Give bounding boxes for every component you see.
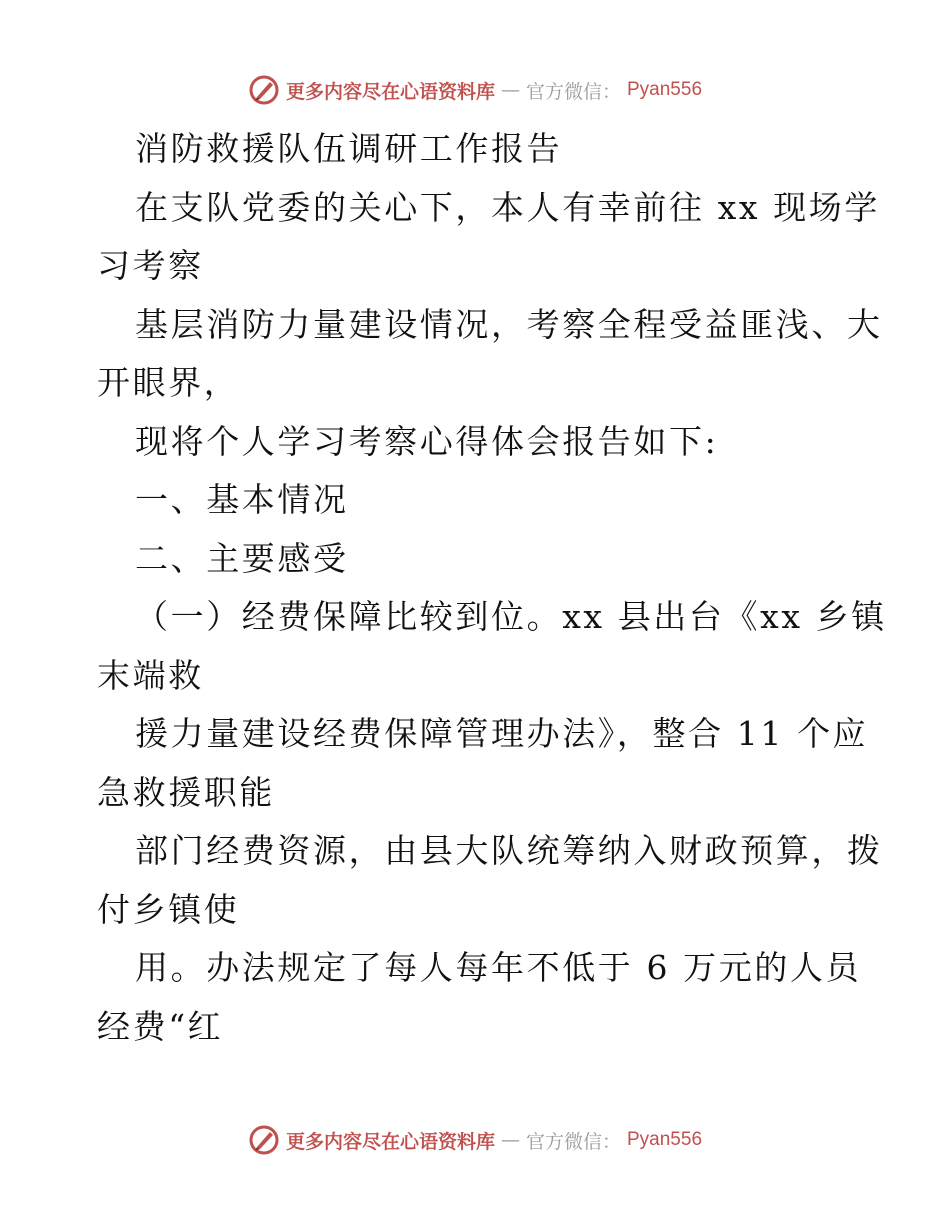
watermark-brand [248,74,702,106]
paragraph-line: 习考察 [97,246,204,285]
watermark-brand [248,1124,702,1156]
quill-pen-logo-icon [248,74,280,106]
header-watermark [0,70,950,110]
paragraph-line: 经费“红 [97,1006,224,1046]
paragraph-line: 末端救 [97,655,204,695]
paragraph-line: 援力量建设经费保障管理办法》，整合 11 个应 [135,714,869,753]
watermark-wechat-id: Pyan556 [627,1129,703,1150]
paragraph-line: 急救援职能 [97,772,275,812]
watermark-separator: — [500,1129,520,1151]
paragraph-line: 付乡镇使 [97,889,240,929]
section-heading: 二、主要感受 [135,538,349,578]
watermark-text: 更多内容尽在心语资料库 [285,1130,495,1153]
watermark-wechat-id: Pyan556 [627,79,703,100]
section-heading: 一、基本情况 [135,480,349,519]
document-title: 消防救援队伍调研工作报告 [135,129,563,168]
paragraph-line: （一）经费保障比较到位。xx 县出台《xx 乡镇 [135,597,887,636]
watermark-text: 更多内容尽在心语资料库 [285,80,495,103]
paragraph-line: 现将个人学习考察心得体会报告如下: [135,421,719,461]
watermark-wechat-label: 官方微信： [525,1130,621,1153]
paragraph-line: 开眼界， [97,363,240,402]
paragraph-line: 用。办法规定了每人每年不低于 6 万元的人员 [135,948,862,987]
quill-pen-logo-icon [248,1124,280,1156]
paragraph-line: 部门经费资源，由县大队统筹纳入财政预算，拨 [135,831,883,870]
paragraph-line: 基层消防力量建设情况，考察全程受益匪浅、大 [135,304,883,344]
paragraph-line: 在支队党委的关心下，本人有幸前往 xx 现场学 [135,187,881,227]
document-body [97,120,887,1056]
watermark-separator: — [500,79,520,101]
watermark-wechat-label: 官方微信： [525,80,621,103]
footer-watermark [0,1120,950,1160]
